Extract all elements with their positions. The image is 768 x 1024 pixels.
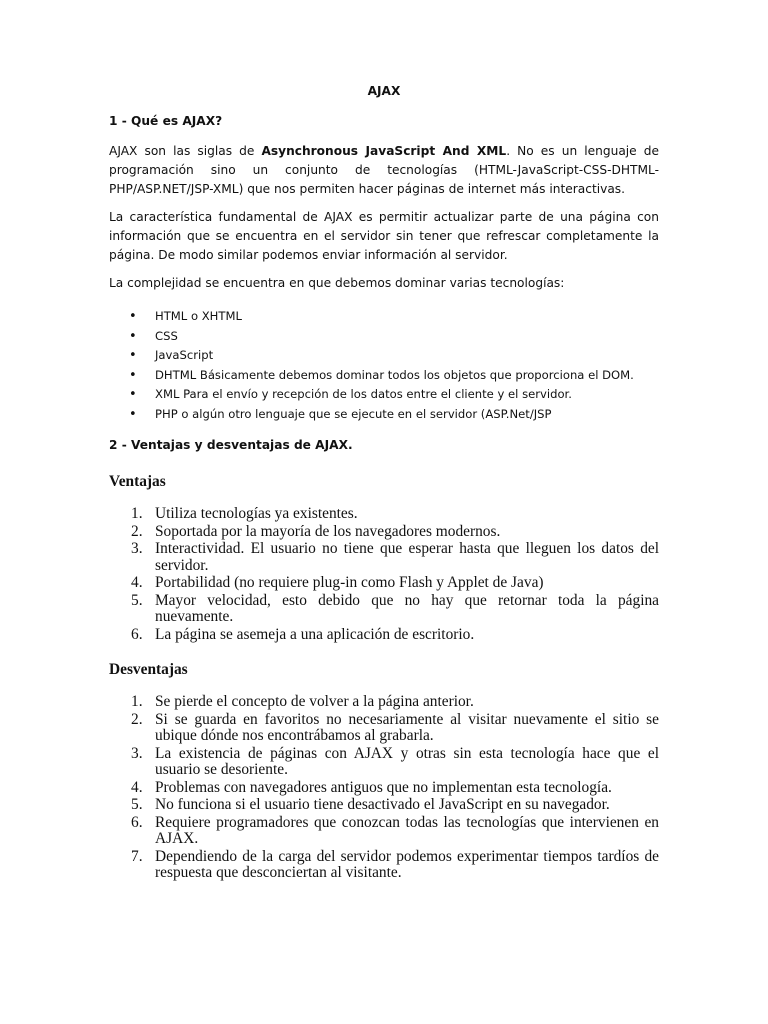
bullet-icon: • — [129, 367, 137, 383]
bullet-text: CSS — [155, 328, 178, 343]
bullet-item — [109, 405, 659, 425]
ventajas-list — [109, 506, 659, 643]
list-item-text: Problemas con navegadores antiguos que no implementan esta tecnología. — [155, 778, 612, 796]
bullet-icon: • — [129, 387, 137, 402]
list-item-number: 2. — [131, 710, 143, 728]
list-item-number: 1. — [131, 693, 143, 710]
desventajas-heading: Desventajas — [109, 661, 188, 678]
list-item-number: 7. — [131, 847, 143, 865]
list-item-text: Si se guarda en favoritos no necesariamente al visitar nuevamente el sitio se ubique dónde nos encontrábamos al grabarla. — [155, 710, 659, 744]
list-item-number: 6. — [131, 813, 143, 831]
list-item — [109, 712, 659, 745]
list-item-number: 3. — [131, 744, 143, 762]
paragraph-feature: La característica fundamental de AJAX es permitir actualizar parte de una página con información que se encuentra en el servidor sin tener que refrescar completamente la página. De modo similar podemos enviar información al servidor. — [109, 210, 659, 262]
list-item-number: 6. — [131, 625, 143, 643]
list-item-number: 4. — [131, 778, 143, 796]
list-item-text: Interactividad. El usuario no tiene que esperar hasta que lleguen los datos del servidor. — [155, 540, 659, 574]
ventajas-heading: Ventajas — [109, 473, 166, 490]
list-item-number: 2. — [131, 522, 143, 540]
paragraph-definition-bold: Asynchronous JavaScript And XML — [261, 144, 507, 158]
bullet-icon: • — [129, 348, 137, 363]
bullet-item — [109, 346, 659, 366]
list-item — [109, 506, 659, 523]
bullet-text: DHTML Básicamente debemos dominar todos los objetos que proporciona el DOM. — [155, 367, 634, 382]
list-item — [109, 541, 659, 574]
paragraph-definition-post: . No es un lenguaje de programación sino un conjunto de tecnologías (HTML-JavaScript-CSS-DHTML-PHP/ASP.NET/JSP-XML) que nos permiten hacer páginas de internet más interactivas. — [109, 144, 659, 196]
list-item-number: 5. — [131, 591, 143, 609]
section-heading-ventajas-desventajas: 2 - Ventajas y desventajas de AJAX. — [109, 438, 353, 452]
list-item-number: 1. — [131, 505, 143, 522]
list-item-number: 5. — [131, 796, 143, 813]
list-item-text: Requiere programadores que conozcan todas las tecnologías que intervienen en AJAX. — [155, 813, 659, 847]
bullet-icon: • — [129, 309, 137, 324]
list-item — [109, 797, 659, 814]
desventajas-list — [109, 694, 659, 882]
list-item-text: Se pierde el concepto de volver a la página anterior. — [155, 693, 474, 710]
list-item — [109, 746, 659, 779]
technology-bullet-list — [109, 307, 659, 424]
list-item-text: La página se asemeja a una aplicación de escritorio. — [155, 625, 475, 643]
bullet-item — [109, 366, 659, 386]
bullet-item — [109, 385, 659, 405]
list-item-text: Portabilidad (no requiere plug-in como Flash y Applet de Java) — [155, 574, 544, 591]
list-item-text: La existencia de páginas con AJAX y otras sin esta tecnología hace que el usuario se desoriente. — [155, 744, 659, 778]
bullet-text: PHP o algún otro lenguaje que se ejecute en el servidor (ASP.Net/JSP — [155, 406, 552, 421]
section-heading-que-es-ajax: 1 - Qué es AJAX? — [109, 114, 223, 128]
list-item-text: No funciona si el usuario tiene desactivado el JavaScript en su navegador. — [155, 796, 610, 813]
bullet-text: XML Para el envío y recepción de los datos entre el cliente y el servidor. — [155, 387, 572, 401]
list-item — [109, 694, 659, 711]
list-item — [109, 780, 659, 797]
document-title: AJAX — [367, 84, 401, 98]
list-item — [109, 849, 659, 882]
paragraph-definition — [109, 142, 659, 199]
bullet-text: JavaScript — [155, 348, 214, 362]
bullet-text: HTML o XHTML — [155, 309, 242, 323]
paragraph-definition-pre: AJAX son las siglas de — [109, 144, 262, 158]
list-item — [109, 593, 659, 626]
bullet-icon: • — [129, 406, 137, 422]
bullet-icon: • — [129, 328, 137, 344]
list-item-number: 3. — [131, 540, 143, 557]
list-item — [109, 627, 659, 644]
paragraph-complexity: La complejidad se encuentra en que debemos dominar varias tecnologías: — [109, 276, 565, 290]
list-item-text: Utiliza tecnologías ya existentes. — [155, 505, 358, 522]
list-item-text: Dependiendo de la carga del servidor podemos experimentar tiempos tardíos de respuesta que desconciertan al visitante. — [155, 847, 659, 881]
list-item — [109, 815, 659, 848]
bullet-item — [109, 307, 659, 327]
bullet-item — [109, 327, 659, 347]
list-item — [109, 575, 659, 592]
list-item-number: 4. — [131, 574, 143, 591]
list-item — [109, 524, 659, 541]
list-item-text: Mayor velocidad, esto debido que no hay que retornar toda la página nuevamente. — [155, 591, 659, 625]
list-item-text: Soportada por la mayoría de los navegadores modernos. — [155, 522, 501, 540]
